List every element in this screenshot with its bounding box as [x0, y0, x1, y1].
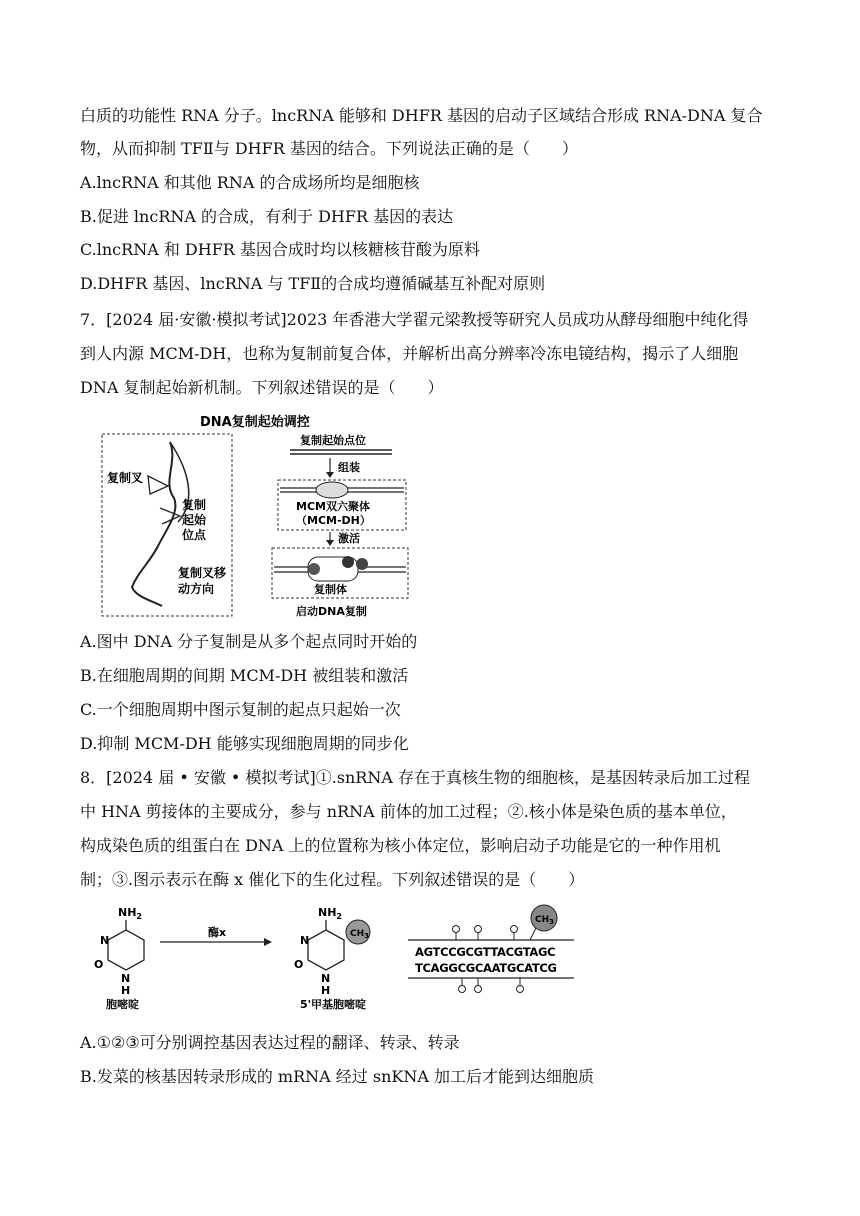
dna-sequence-top: AGTCCGCGTTACGTAGC — [415, 945, 556, 959]
text-line: 中 HNA 剪接体的主要成分，参与 nRNA 前体的加工过程；②.核小体是染色质的基本单位， — [80, 802, 737, 821]
pyrimidine-ring — [308, 930, 344, 970]
arrow-head — [264, 938, 272, 946]
option-b: B.发菜的核基因转录形成的 mRNA 经过 snKNA 加工后才能到达细胞质 — [80, 1067, 594, 1086]
text-line: 到人内源 MCM-DH，也称为复制前复合体，并解析出高分辨率冷冻电镜结构，揭示了人细胞 — [80, 344, 739, 363]
option-b: B.促进 lncRNA 的合成，有利于 DHFR 基因的表达 — [80, 207, 454, 226]
option-a: A.图中 DNA 分子复制是从多个起点同时开始的 — [80, 632, 418, 651]
fork-label: 复制叉 — [107, 471, 144, 485]
replisome-subunit — [356, 558, 368, 570]
nitrogen-label: N — [321, 972, 331, 985]
option-d: D.抑制 MCM-DH 能够实现细胞周期的同步化 — [80, 734, 409, 753]
replisome-subunit — [342, 556, 354, 568]
pyrimidine-ring — [108, 930, 144, 970]
option-c: C.一个细胞周期中图示复制的起点只起始一次 — [80, 700, 401, 719]
option-c: C.lncRNA 和 DHFR 基因合成时均以核糖核苷酸为原料 — [80, 240, 480, 259]
nitrogen-label: N — [300, 934, 310, 947]
origin-label: 复制 — [182, 498, 207, 512]
text-line: 物，从而抑制 TFⅡ与 DHFR 基因的结合。下列说法正确的是（ ） — [80, 139, 578, 158]
option-a: A.①②③可分别调控基因表达过程的翻译、转录、转录 — [80, 1033, 460, 1052]
activate-label: 激活 — [338, 532, 360, 545]
text-line: 白质的功能性 RNA 分子。lncRNA 能够和 DHFR 基因的启动子区域结合形成 RNA-DNA 复合 — [80, 106, 763, 125]
oxygen-label: O — [294, 958, 304, 971]
oxygen-label: O — [94, 958, 104, 971]
dna-sequence-bottom: TCAGGCGCAATGCATCG — [415, 961, 557, 975]
methyl-label: $CH_3$ — [350, 929, 370, 940]
replisome-label: 复制体 — [314, 583, 347, 596]
start-label: 启动DNA复制 — [296, 605, 367, 618]
replication-bubble — [148, 476, 168, 494]
hydrogen-label: H — [321, 984, 331, 997]
text-line: 7．[2024 届·安徽·模拟考试]2023 年香港大学翟元梁教授等研究人员成功从酵母细胞中纯化得 — [80, 310, 749, 329]
cytosine-label: 胞嘧啶 — [106, 998, 139, 1011]
assemble-label: 组装 — [338, 461, 360, 474]
option-b: B.在细胞周期的间期 MCM-DH 被组装和激活 — [80, 666, 409, 685]
origin-label: 位点 — [182, 528, 207, 542]
mcm-label: MCM双六聚体 — [296, 500, 370, 513]
replisome-subunit — [308, 563, 320, 575]
text-line: 8．[2024 届 • 安徽 • 模拟考试]①.snRNA 存在于真核生物的细胞核，是基因转录后加工过程 — [80, 768, 750, 787]
amino-label: $NH_2$ — [118, 906, 142, 921]
bond — [530, 928, 536, 940]
origin-site-label: 复制起始点位 — [300, 434, 366, 447]
text-line: 制；③.图示表示在酶 x 催化下的生化过程。下列叙述错误的是（ ） — [80, 870, 585, 889]
origin-label: 起始 — [182, 513, 207, 527]
nitrogen-label: N — [100, 934, 110, 947]
methyl-marks-top — [453, 926, 518, 941]
mcm-label: （MCM-DH） — [296, 514, 371, 527]
figure-title: DNA复制起始调控 — [200, 415, 310, 430]
methyl-label: $CH_3$ — [535, 915, 555, 926]
methylcytosine-label: 5'甲基胞嘧啶 — [300, 998, 367, 1011]
enzyme-label: 酶x — [208, 926, 227, 939]
cytosine-methylation-figure — [90, 902, 580, 1012]
methyl-marks-bottom — [459, 978, 524, 993]
text-line: DNA 复制起始新机制。下列叙述错误的是（ ） — [80, 378, 444, 397]
dna-replication-figure — [100, 412, 410, 622]
hydrogen-label: H — [121, 984, 131, 997]
mcm-complex — [316, 482, 348, 498]
arrow-head — [326, 472, 334, 478]
nitrogen-label: N — [121, 972, 131, 985]
direction-label: 动方向 — [178, 582, 215, 596]
option-a: A.lncRNA 和其他 RNA 的合成场所均是细胞核 — [80, 173, 420, 192]
option-d: D.DHFR 基因、lncRNA 与 TFⅡ的合成均遵循碱基互补配对原则 — [80, 274, 546, 293]
text-line: 构成染色质的组蛋白在 DNA 上的位置称为核小体定位，影响启动子功能是它的一种作用机 — [80, 836, 721, 855]
dna-strand — [132, 442, 175, 606]
arrow-head — [326, 540, 334, 546]
direction-label: 复制叉移 — [178, 566, 227, 580]
amino-label: $NH_2$ — [318, 906, 342, 921]
